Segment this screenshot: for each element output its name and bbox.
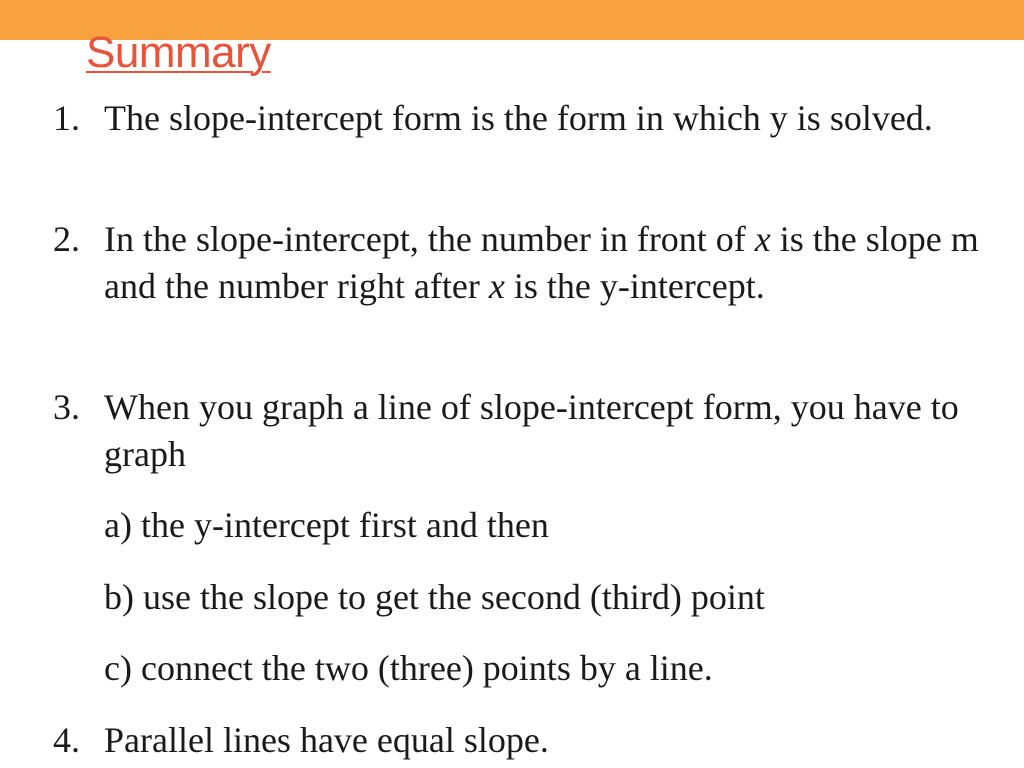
sub-item-a: a) the y-intercept first and then — [104, 505, 549, 545]
list-item-number: 2. — [53, 219, 80, 259]
variable-x: x — [488, 266, 505, 306]
list-item-number: 3. — [53, 387, 80, 427]
slide-title: Summary — [86, 28, 271, 77]
sub-item-b: b) use the slope to get the second (third) point — [104, 577, 765, 617]
list-item-number: 1. — [53, 98, 80, 138]
text-run: In the slope-intercept, the number in front of — [104, 219, 755, 259]
text-run: is the slope m and the number right after — [104, 219, 979, 306]
variable-x: x — [754, 219, 771, 259]
list-item-number: 4. — [53, 720, 80, 760]
list-item-text: When you graph a line of slope-intercept form, you have to graph — [104, 387, 959, 474]
list-item-text: The slope-intercept form is the form in which y is solved. — [104, 98, 933, 138]
list-item-text — [104, 216, 984, 310]
list-item-text: Parallel lines have equal slope. — [104, 720, 549, 760]
text-run: is the y-intercept. — [504, 266, 765, 306]
sub-item-c: c) connect the two (three) points by a line. — [104, 648, 713, 688]
